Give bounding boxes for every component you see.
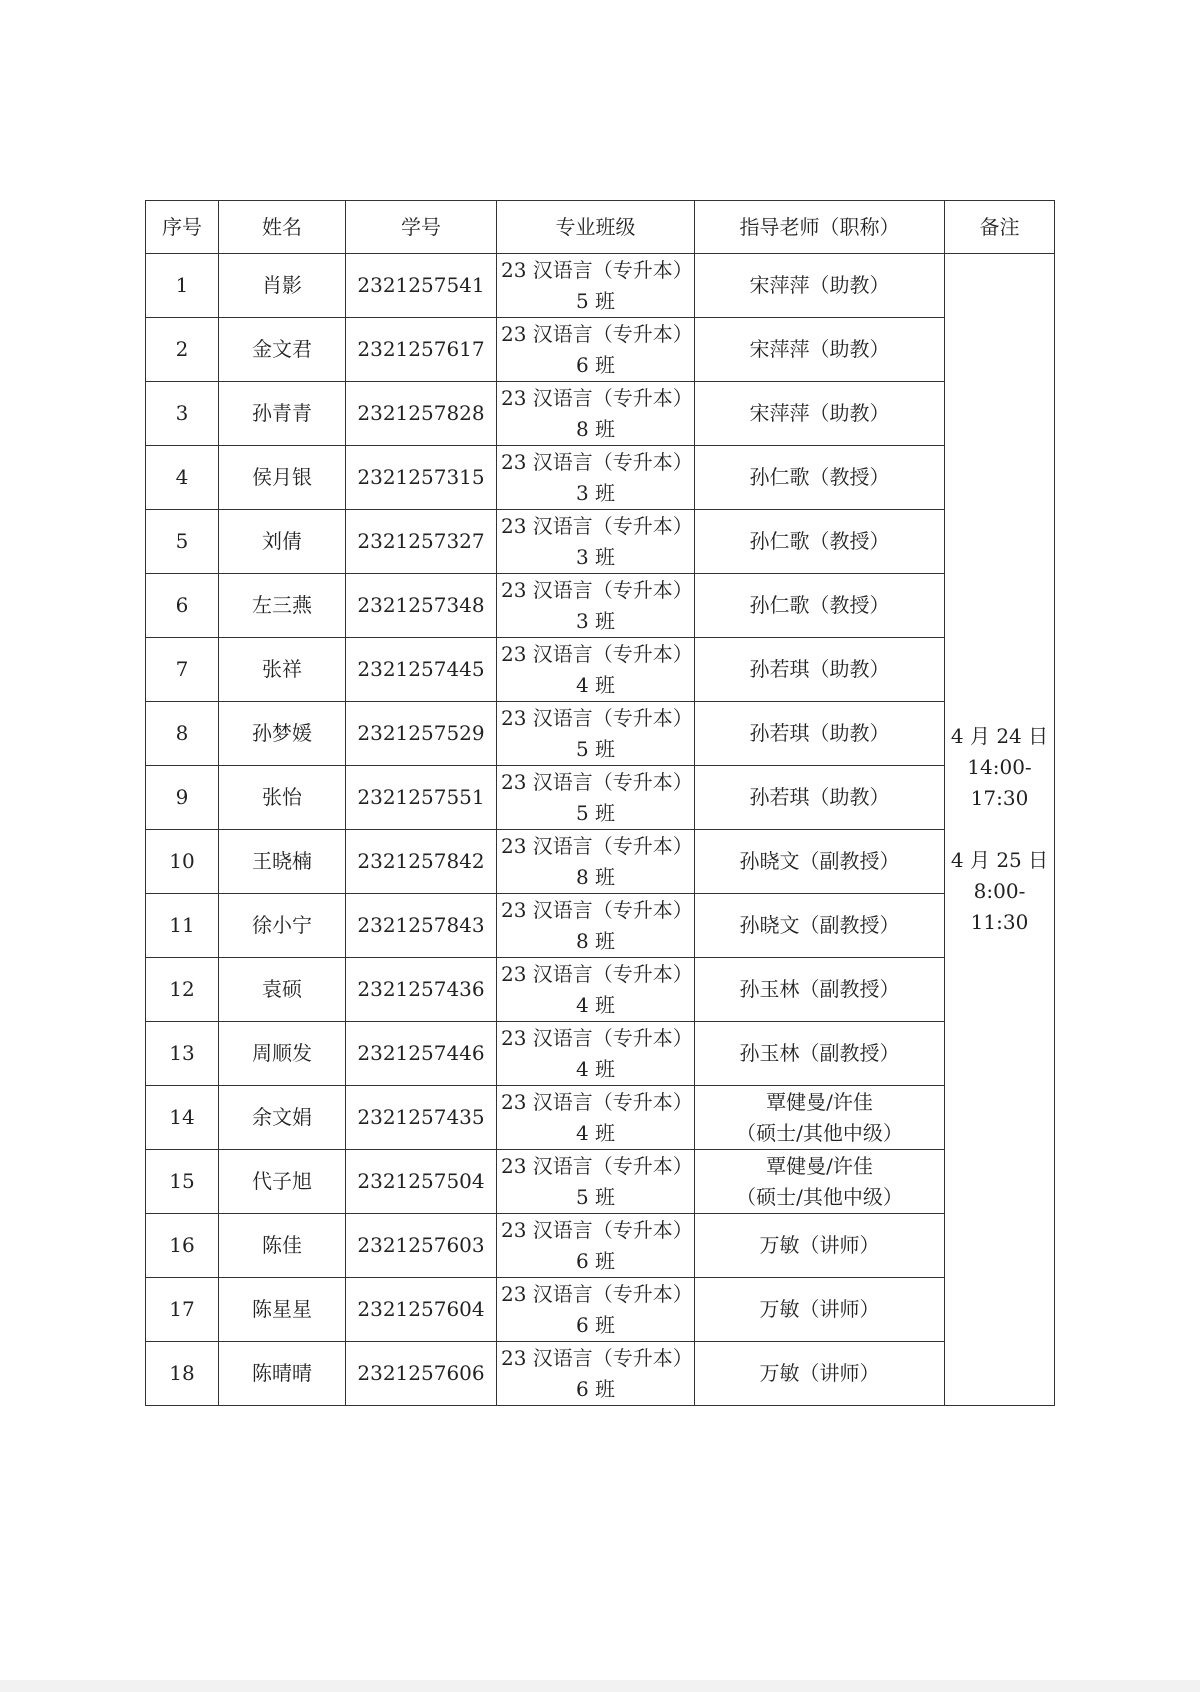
cell-major-class bbox=[497, 446, 695, 510]
class-number: 3 班 bbox=[575, 544, 616, 569]
cell-major-class bbox=[497, 382, 695, 446]
cell-advisor bbox=[695, 574, 945, 638]
advisor-name: 孙若琪（助教） bbox=[749, 785, 890, 809]
cell-student-id: 2321257828 bbox=[346, 382, 497, 446]
major-name: 23 汉语言（专升本） bbox=[501, 1153, 693, 1178]
cell-serial: 3 bbox=[146, 382, 219, 446]
major-name: 23 汉语言（专升本） bbox=[501, 1217, 693, 1242]
cell-advisor bbox=[695, 638, 945, 702]
major-name: 23 汉语言（专升本） bbox=[501, 833, 693, 858]
advisor-name: 孙晓文（副教授） bbox=[739, 849, 900, 873]
table-row bbox=[146, 830, 1055, 894]
class-number: 5 班 bbox=[575, 736, 616, 761]
cell-advisor bbox=[695, 510, 945, 574]
advisor-name: 孙玉林（副教授） bbox=[739, 977, 900, 1001]
advisor-name: 孙若琪（助教） bbox=[749, 721, 890, 745]
class-number: 5 班 bbox=[575, 288, 616, 313]
advisor-title: （硕士/其他中级） bbox=[736, 1120, 903, 1145]
cell-advisor bbox=[695, 894, 945, 958]
cell-advisor bbox=[695, 702, 945, 766]
cell-student-id: 2321257504 bbox=[346, 1150, 497, 1214]
class-number: 4 班 bbox=[575, 1120, 616, 1145]
advisor-name: 万敏（讲师） bbox=[759, 1297, 880, 1321]
cell-advisor bbox=[695, 1214, 945, 1278]
cell-student-name: 侯月银 bbox=[219, 446, 346, 510]
cell-serial: 7 bbox=[146, 638, 219, 702]
cell-student-name: 张祥 bbox=[219, 638, 346, 702]
cell-advisor bbox=[695, 1278, 945, 1342]
cell-advisor bbox=[695, 1022, 945, 1086]
cell-advisor bbox=[695, 958, 945, 1022]
header-advisor: 指导老师（职称） bbox=[695, 201, 945, 254]
cell-remark-schedule bbox=[945, 254, 1055, 1406]
cell-serial: 12 bbox=[146, 958, 219, 1022]
major-name: 23 汉语言（专升本） bbox=[501, 513, 693, 538]
cell-major-class bbox=[497, 574, 695, 638]
advisor-name: 孙玉林（副教授） bbox=[739, 1041, 900, 1065]
cell-advisor bbox=[695, 382, 945, 446]
cell-student-name: 孙青青 bbox=[219, 382, 346, 446]
remark-date-2: 4 月 25 日 bbox=[950, 848, 1049, 872]
cell-major-class bbox=[497, 894, 695, 958]
table-row bbox=[146, 1150, 1055, 1214]
cell-student-name: 孙梦媛 bbox=[219, 702, 346, 766]
cell-student-id: 2321257529 bbox=[346, 702, 497, 766]
table-row bbox=[146, 894, 1055, 958]
major-name: 23 汉语言（专升本） bbox=[501, 577, 693, 602]
cell-major-class bbox=[497, 638, 695, 702]
cell-student-id: 2321257541 bbox=[346, 254, 497, 318]
header-student-id: 学号 bbox=[346, 201, 497, 254]
cell-major-class bbox=[497, 1086, 695, 1150]
cell-student-id: 2321257603 bbox=[346, 1214, 497, 1278]
cell-serial: 1 bbox=[146, 254, 219, 318]
major-name: 23 汉语言（专升本） bbox=[501, 1025, 693, 1050]
cell-student-name: 袁硕 bbox=[219, 958, 346, 1022]
cell-serial: 11 bbox=[146, 894, 219, 958]
class-number: 6 班 bbox=[575, 1248, 616, 1273]
remark-date-1: 4 月 24 日 bbox=[950, 724, 1049, 748]
advisor-name: 孙晓文（副教授） bbox=[739, 913, 900, 937]
cell-major-class bbox=[497, 1214, 695, 1278]
cell-student-id: 2321257446 bbox=[346, 1022, 497, 1086]
header-remark: 备注 bbox=[945, 201, 1055, 254]
cell-major-class bbox=[497, 318, 695, 382]
class-number: 6 班 bbox=[575, 352, 616, 377]
cell-student-name: 左三燕 bbox=[219, 574, 346, 638]
advisor-name: 覃健曼/许佳 bbox=[766, 1089, 873, 1114]
cell-serial: 2 bbox=[146, 318, 219, 382]
class-number: 5 班 bbox=[575, 800, 616, 825]
table-row bbox=[146, 510, 1055, 574]
cell-student-id: 2321257348 bbox=[346, 574, 497, 638]
cell-major-class bbox=[497, 1150, 695, 1214]
cell-student-id: 2321257551 bbox=[346, 766, 497, 830]
cell-serial: 5 bbox=[146, 510, 219, 574]
class-number: 4 班 bbox=[575, 1056, 616, 1081]
table-row bbox=[146, 958, 1055, 1022]
header-name: 姓名 bbox=[219, 201, 346, 254]
cell-student-id: 2321257843 bbox=[346, 894, 497, 958]
cell-student-id: 2321257327 bbox=[346, 510, 497, 574]
cell-advisor bbox=[695, 1150, 945, 1214]
cell-advisor bbox=[695, 830, 945, 894]
cell-advisor bbox=[695, 1342, 945, 1406]
advisor-name: 孙若琪（助教） bbox=[749, 657, 890, 681]
table-row bbox=[146, 1086, 1055, 1150]
major-name: 23 汉语言（专升本） bbox=[501, 321, 693, 346]
table-row bbox=[146, 382, 1055, 446]
cell-major-class bbox=[497, 1342, 695, 1406]
remark-time-2-start: 8:00- bbox=[973, 879, 1026, 903]
cell-serial: 14 bbox=[146, 1086, 219, 1150]
table-row bbox=[146, 318, 1055, 382]
cell-student-id: 2321257315 bbox=[346, 446, 497, 510]
cell-serial: 4 bbox=[146, 446, 219, 510]
table-row bbox=[146, 1214, 1055, 1278]
cell-serial: 9 bbox=[146, 766, 219, 830]
cell-student-name: 余文娟 bbox=[219, 1086, 346, 1150]
cell-advisor bbox=[695, 318, 945, 382]
advisor-name: 万敏（讲师） bbox=[759, 1361, 880, 1385]
advisor-name: 覃健曼/许佳 bbox=[766, 1153, 873, 1178]
major-name: 23 汉语言（专升本） bbox=[501, 385, 693, 410]
cell-major-class bbox=[497, 958, 695, 1022]
cell-serial: 18 bbox=[146, 1342, 219, 1406]
cell-major-class bbox=[497, 254, 695, 318]
cell-major-class bbox=[497, 766, 695, 830]
page-bottom-strip bbox=[0, 1680, 1200, 1692]
table-row bbox=[146, 1278, 1055, 1342]
cell-advisor bbox=[695, 766, 945, 830]
major-name: 23 汉语言（专升本） bbox=[501, 641, 693, 666]
class-number: 8 班 bbox=[575, 416, 616, 441]
table-body bbox=[146, 254, 1055, 1406]
cell-serial: 17 bbox=[146, 1278, 219, 1342]
advisor-name: 万敏（讲师） bbox=[759, 1233, 880, 1257]
header-major-class: 专业班级 bbox=[497, 201, 695, 254]
major-name: 23 汉语言（专升本） bbox=[501, 257, 693, 282]
remark-time-2-end: 11:30 bbox=[970, 910, 1029, 934]
header-serial: 序号 bbox=[146, 201, 219, 254]
cell-serial: 15 bbox=[146, 1150, 219, 1214]
major-name: 23 汉语言（专升本） bbox=[501, 769, 693, 794]
major-name: 23 汉语言（专升本） bbox=[501, 961, 693, 986]
cell-serial: 6 bbox=[146, 574, 219, 638]
class-number: 4 班 bbox=[575, 672, 616, 697]
cell-advisor bbox=[695, 446, 945, 510]
class-number: 3 班 bbox=[575, 608, 616, 633]
cell-student-id: 2321257842 bbox=[346, 830, 497, 894]
major-name: 23 汉语言（专升本） bbox=[501, 1345, 693, 1370]
table-row bbox=[146, 702, 1055, 766]
advisor-name: 宋萍萍（助教） bbox=[749, 273, 890, 297]
cell-student-name: 金文君 bbox=[219, 318, 346, 382]
cell-student-name: 代子旭 bbox=[219, 1150, 346, 1214]
class-number: 6 班 bbox=[575, 1376, 616, 1401]
class-number: 4 班 bbox=[575, 992, 616, 1017]
table-row bbox=[146, 1342, 1055, 1406]
cell-student-name: 王晓楠 bbox=[219, 830, 346, 894]
major-name: 23 汉语言（专升本） bbox=[501, 1089, 693, 1114]
class-number: 6 班 bbox=[575, 1312, 616, 1337]
cell-student-id: 2321257445 bbox=[346, 638, 497, 702]
table-header-row bbox=[146, 201, 1055, 254]
cell-major-class bbox=[497, 830, 695, 894]
advisor-name: 孙仁歌（教授） bbox=[749, 529, 890, 553]
class-number: 8 班 bbox=[575, 864, 616, 889]
cell-student-name: 陈星星 bbox=[219, 1278, 346, 1342]
advisor-name: 孙仁歌（教授） bbox=[749, 593, 890, 617]
cell-student-name: 刘倩 bbox=[219, 510, 346, 574]
remark-time-1-end: 17:30 bbox=[970, 786, 1029, 810]
cell-serial: 16 bbox=[146, 1214, 219, 1278]
cell-student-name: 陈佳 bbox=[219, 1214, 346, 1278]
advisor-title: （硕士/其他中级） bbox=[736, 1184, 903, 1209]
cell-student-name: 肖影 bbox=[219, 254, 346, 318]
advisor-name: 孙仁歌（教授） bbox=[749, 465, 890, 489]
cell-serial: 8 bbox=[146, 702, 219, 766]
cell-major-class bbox=[497, 702, 695, 766]
cell-serial: 10 bbox=[146, 830, 219, 894]
advisor-name: 宋萍萍（助教） bbox=[749, 337, 890, 361]
cell-advisor bbox=[695, 1086, 945, 1150]
remark-spacer bbox=[949, 814, 1050, 845]
cell-advisor bbox=[695, 254, 945, 318]
table-row bbox=[146, 638, 1055, 702]
class-number: 3 班 bbox=[575, 480, 616, 505]
table-row bbox=[146, 1022, 1055, 1086]
cell-serial: 13 bbox=[146, 1022, 219, 1086]
student-advisor-table bbox=[145, 200, 1055, 1406]
cell-student-name: 徐小宁 bbox=[219, 894, 346, 958]
table-row bbox=[146, 254, 1055, 318]
cell-student-name: 陈晴晴 bbox=[219, 1342, 346, 1406]
cell-student-name: 张怡 bbox=[219, 766, 346, 830]
major-name: 23 汉语言（专升本） bbox=[501, 705, 693, 730]
major-name: 23 汉语言（专升本） bbox=[501, 449, 693, 474]
table-row bbox=[146, 446, 1055, 510]
cell-major-class bbox=[497, 510, 695, 574]
cell-major-class bbox=[497, 1278, 695, 1342]
table-row bbox=[146, 574, 1055, 638]
cell-student-id: 2321257604 bbox=[346, 1278, 497, 1342]
major-name: 23 汉语言（专升本） bbox=[501, 897, 693, 922]
class-number: 5 班 bbox=[575, 1184, 616, 1209]
advisor-name: 宋萍萍（助教） bbox=[749, 401, 890, 425]
class-number: 8 班 bbox=[575, 928, 616, 953]
cell-student-id: 2321257617 bbox=[346, 318, 497, 382]
cell-major-class bbox=[497, 1022, 695, 1086]
cell-student-id: 2321257435 bbox=[346, 1086, 497, 1150]
cell-student-id: 2321257606 bbox=[346, 1342, 497, 1406]
remark-time-1-start: 14:00- bbox=[967, 755, 1032, 779]
cell-student-id: 2321257436 bbox=[346, 958, 497, 1022]
cell-student-name: 周顺发 bbox=[219, 1022, 346, 1086]
major-name: 23 汉语言（专升本） bbox=[501, 1281, 693, 1306]
table-row bbox=[146, 766, 1055, 830]
